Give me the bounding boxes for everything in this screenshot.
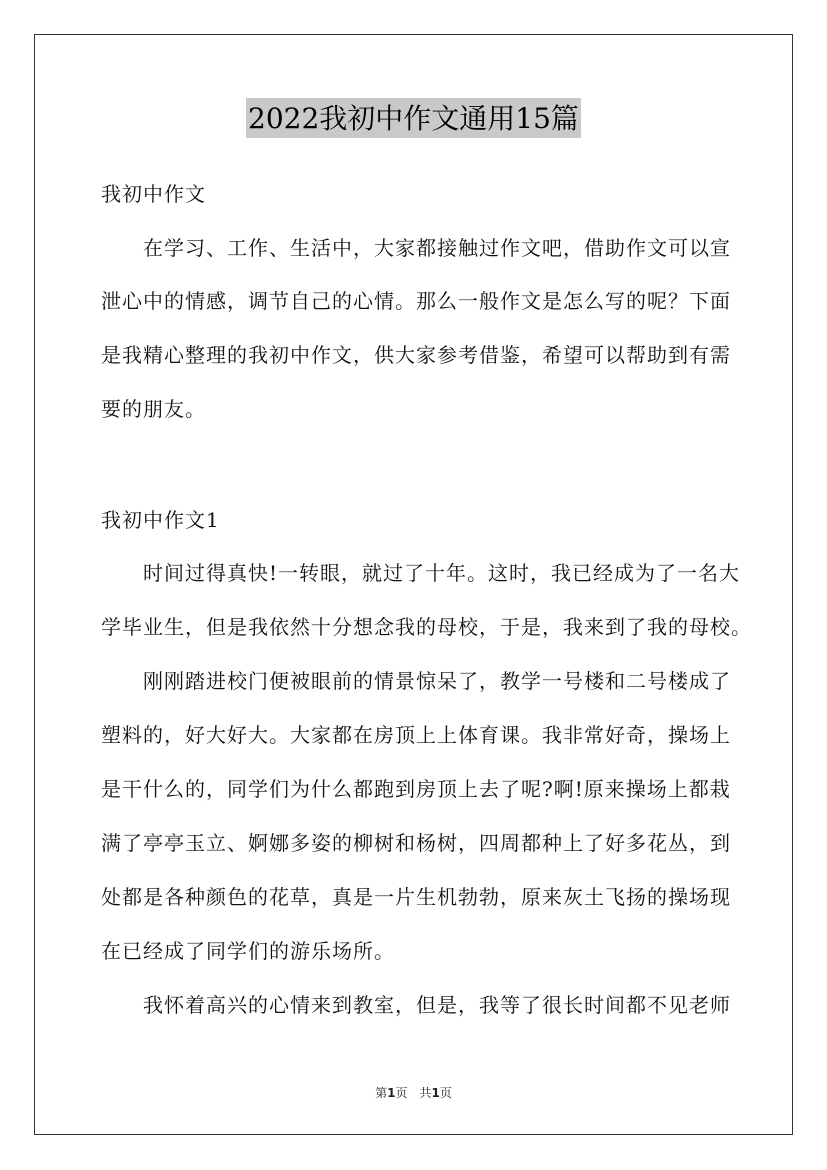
paragraph-line: 我怀着高兴的心情来到教室，但是，我等了很长时间都不见老师 [143, 993, 731, 1017]
paragraph-line: 在学习、工作、生活中，大家都接触过作文吧，借助作文可以宣 [143, 236, 731, 260]
footer-page-current: 1 [387, 1086, 396, 1100]
paragraph-line: 塑料的，好大好大。大家都在房顶上上体育课。我非常好奇，操场上 [101, 723, 731, 747]
paragraph-line: 泄心中的情感，调节自己的心情。那么一般作文是怎么写的呢？下面 [101, 289, 731, 313]
intro-heading: 我初中作文 [101, 182, 206, 206]
paragraph-line: 满了亭亭玉立、婀娜多姿的柳树和杨树，四周都种上了好多花丛，到 [101, 831, 731, 855]
paragraph-line: 处都是各种颜色的花草，真是一片生机勃勃，原来灰土飞扬的操场现 [101, 885, 731, 909]
footer-suffix: 页 [439, 1086, 452, 1100]
footer-page-total: 1 [431, 1086, 440, 1100]
paragraph-line: 是我精心整理的我初中作文，供大家参考借鉴，希望可以帮助到有需 [101, 343, 731, 367]
essay1-heading: 我初中作文1 [101, 508, 220, 532]
paragraph-line: 是干什么的，同学们为什么都跑到房顶上去了呢?啊!原来操场上都栽 [101, 777, 731, 801]
page-footer [0, 1084, 827, 1101]
footer-prefix: 第 [375, 1086, 388, 1100]
paragraph-line: 学毕业生，但是我依然十分想念我的母校，于是，我来到了我的母校。 [101, 615, 752, 639]
paragraph-line: 刚刚踏进校门便被眼前的情景惊呆了，教学一号楼和二号楼成了 [143, 669, 731, 693]
title-container [0, 98, 827, 138]
paragraph-line: 要的朋友。 [101, 397, 206, 421]
paragraph-line: 在已经成了同学们的游乐场所。 [101, 939, 395, 963]
document-title: 2022我初中作文通用15篇 [246, 98, 581, 138]
footer-mid: 页 共 [395, 1086, 432, 1100]
paragraph-line: 时间过得真快!一转眼，就过了十年。这时，我已经成为了一名大 [143, 561, 741, 585]
